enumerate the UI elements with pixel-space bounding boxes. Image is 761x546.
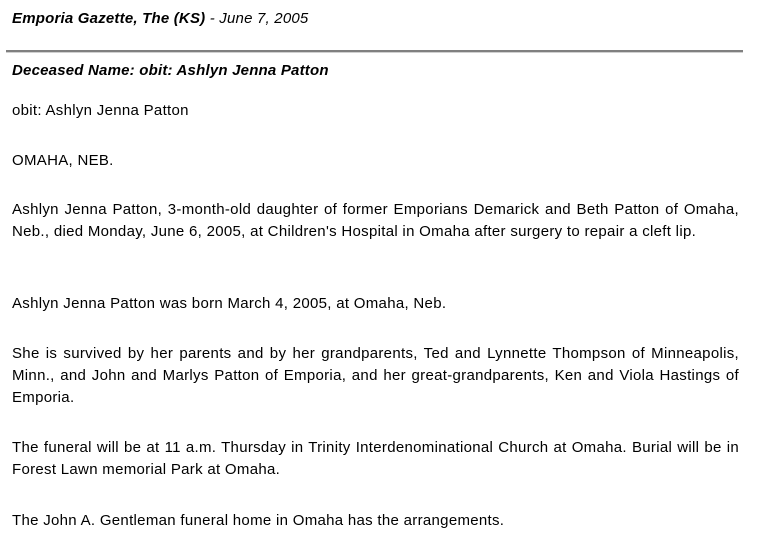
deceased-name-heading: Deceased Name: obit: Ashlyn Jenna Patton xyxy=(12,62,329,79)
obit-title-paragraph: obit: Ashlyn Jenna Patton xyxy=(12,102,189,119)
header-divider xyxy=(6,50,743,53)
source-line xyxy=(12,10,308,27)
publication-date: - June 7, 2005 xyxy=(205,10,309,27)
dateline-paragraph: OMAHA, NEB. xyxy=(12,152,114,169)
funeral-paragraph: The funeral will be at 11 a.m. Thursday in Trinity Interdenominational Church at Omaha. Burial will be in Forest Lawn memorial Park at Omaha. xyxy=(12,439,739,478)
arrangements-paragraph: The John A. Gentleman funeral home in Omaha has the arrangements. xyxy=(12,512,505,529)
publication-name: Emporia Gazette, The (KS) xyxy=(12,10,206,27)
death-notice-paragraph: Ashlyn Jenna Patton, 3-month-old daughter of former Emporians Demarick and Beth Patton of Omaha, Neb., died Monday, June 6, 2005, at Children's Hospital in Omaha after surgery to repair a cleft lip. xyxy=(12,201,739,240)
birth-paragraph: Ashlyn Jenna Patton was born March 4, 2005, at Omaha, Neb. xyxy=(12,295,447,312)
survivors-paragraph: She is survived by her parents and by her grandparents, Ted and Lynnette Thompson of Minneapolis, Minn., and John and Marlys Patton of Emporia, and her great-grandparents, Ken and Viola Hastings of Emporia. xyxy=(12,345,739,406)
